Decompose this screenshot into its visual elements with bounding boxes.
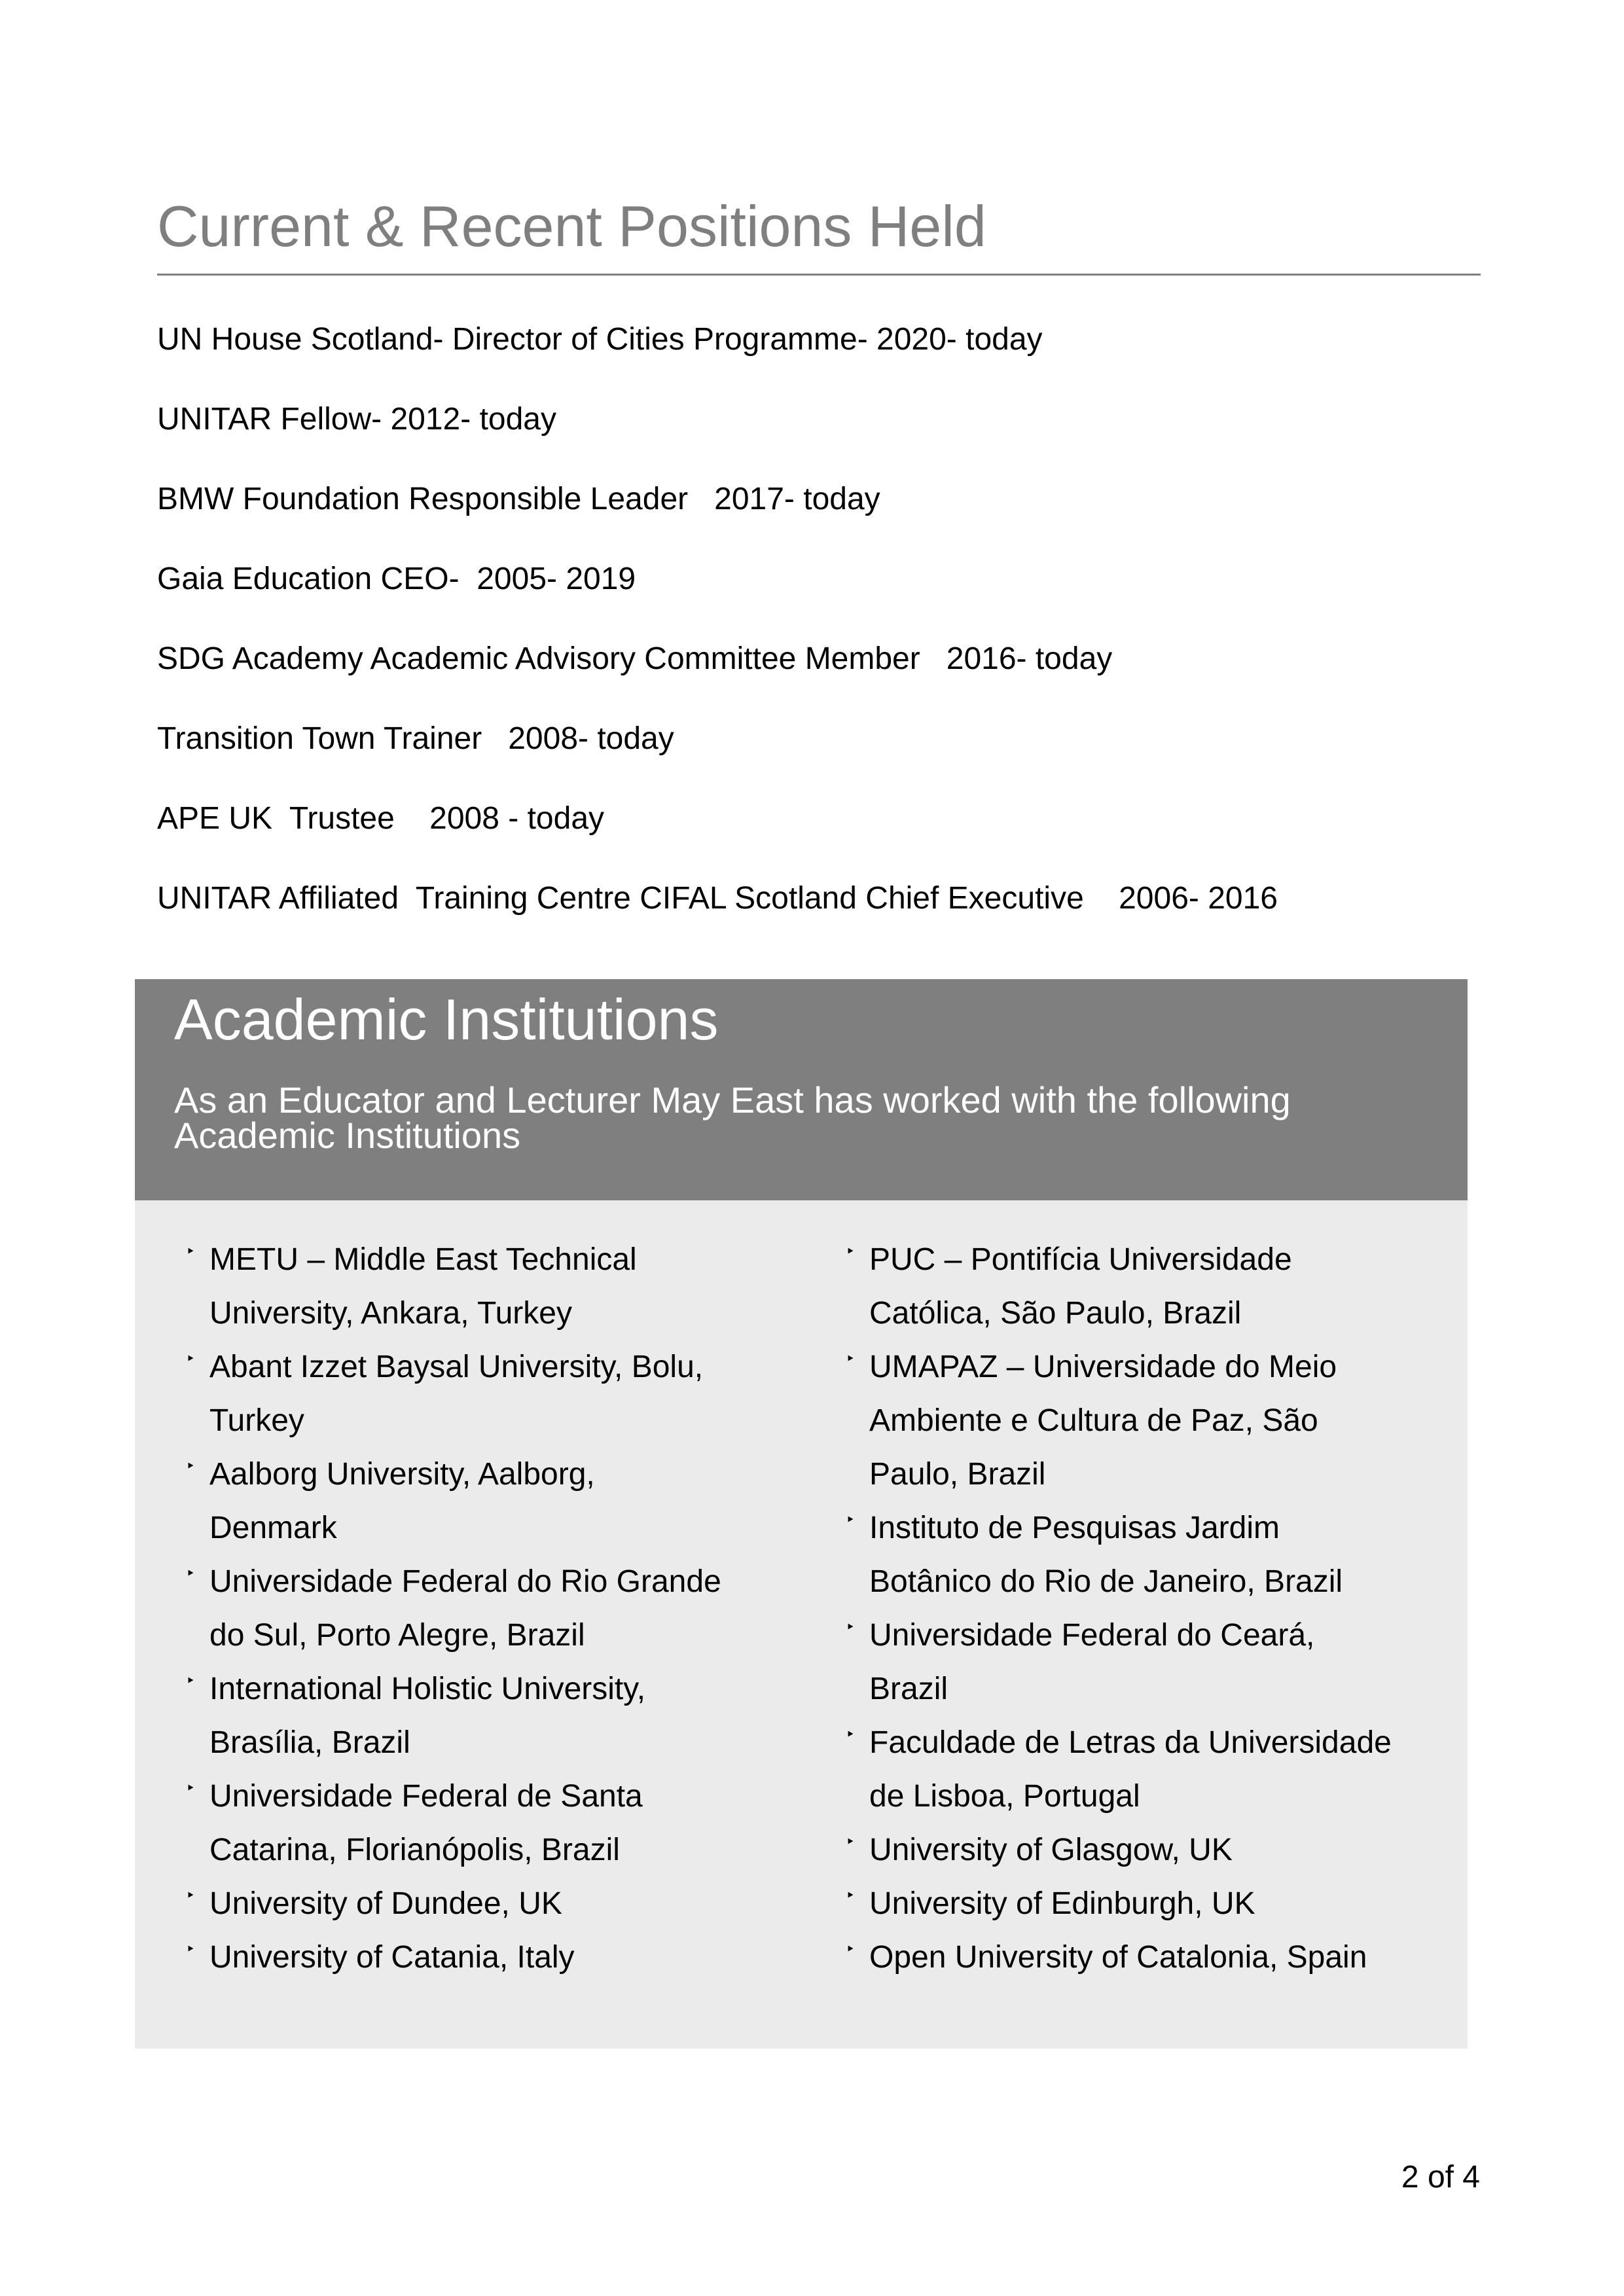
position-item: UNITAR Fellow- 2012- today bbox=[157, 402, 556, 437]
institution-list-item bbox=[181, 1340, 803, 1448]
position-item: Gaia Education CEO- 2005- 2019 bbox=[157, 562, 636, 596]
institution-name: University of Glasgow, UK bbox=[869, 1833, 1233, 1867]
heading-divider bbox=[157, 274, 1481, 276]
institution-list-item bbox=[181, 1448, 803, 1555]
bullet-icon: ‣ bbox=[846, 1941, 856, 1958]
institution-list-item bbox=[840, 1931, 1443, 1984]
institution-name: University of Edinburgh, UK bbox=[869, 1886, 1255, 1921]
academic-institutions-panel bbox=[135, 1200, 1468, 2049]
bullet-icon: ‣ bbox=[186, 1243, 196, 1261]
academic-institutions-title: Academic Institutions bbox=[174, 987, 719, 1052]
institution-name: PUC – Pontifícia Universidade Católica, São Paulo, Brazil bbox=[869, 1242, 1292, 1331]
institution-list-item bbox=[181, 1877, 803, 1931]
bullet-icon: ‣ bbox=[846, 1833, 856, 1851]
institution-name: Faculdade de Letras da Universidade de Lisboa, Portugal bbox=[869, 1725, 1392, 1814]
bullet-icon: ‣ bbox=[186, 1941, 196, 1958]
institution-list-item bbox=[181, 1555, 803, 1662]
academic-institutions-header bbox=[135, 979, 1468, 1200]
institution-name: Instituto de Pesquisas Jardim Botânico do Rio de Janeiro, Brazil bbox=[869, 1511, 1343, 1599]
position-item: UNITAR Affiliated Training Centre CIFAL Scotland Chief Executive 2006- 2016 bbox=[157, 881, 1278, 916]
position-item: SDG Academy Academic Advisory Committee Member 2016- today bbox=[157, 641, 1113, 676]
position-item: UN House Scotland- Director of Cities Programme- 2020- today bbox=[157, 322, 1043, 357]
position-item: APE UK Trustee 2008 - today bbox=[157, 801, 605, 836]
position-item: BMW Foundation Responsible Leader 2017- today bbox=[157, 482, 880, 516]
institution-list-item bbox=[840, 1233, 1443, 1340]
institution-list-item bbox=[181, 1770, 803, 1877]
bullet-icon: ‣ bbox=[846, 1243, 856, 1261]
page-number: 2 of 4 bbox=[1401, 2160, 1480, 2195]
bullet-icon: ‣ bbox=[846, 1350, 856, 1368]
institution-name: Abant Izzet Baysal University, Bolu, Turkey bbox=[209, 1350, 704, 1438]
positions-list bbox=[157, 321, 1506, 960]
academic-institutions-subtitle: As an Educator and Lecturer May East has worked with the following Academic Institutions bbox=[174, 1079, 1291, 1156]
institution-name: International Holistic University, Brasília, Brazil bbox=[209, 1672, 646, 1760]
institution-name: UMAPAZ – Universidade do Meio Ambiente e Cultura de Paz, São Paulo, Brazil bbox=[869, 1350, 1337, 1492]
institution-name: METU – Middle East Technical University, Ankara, Turkey bbox=[209, 1242, 637, 1331]
institution-name: Aalborg University, Aalborg, Denmark bbox=[209, 1457, 595, 1545]
institution-list-item bbox=[840, 1501, 1443, 1609]
institution-name: Universidade Federal de Santa Catarina, Florianópolis, Brazil bbox=[209, 1779, 643, 1867]
institution-list-item bbox=[840, 1340, 1443, 1501]
institution-name: University of Catania, Italy bbox=[209, 1940, 575, 1975]
institutions-right-column bbox=[840, 1233, 1443, 1984]
institution-list-item bbox=[181, 1662, 803, 1770]
bullet-icon: ‣ bbox=[186, 1565, 196, 1583]
institution-name: University of Dundee, UK bbox=[209, 1886, 562, 1921]
institution-list-item bbox=[181, 1931, 803, 1984]
institution-list-item bbox=[840, 1823, 1443, 1877]
institution-list-item bbox=[840, 1877, 1443, 1931]
institution-list-item bbox=[181, 1233, 803, 1340]
bullet-icon: ‣ bbox=[186, 1887, 196, 1905]
institution-list-item bbox=[840, 1716, 1443, 1823]
bullet-icon: ‣ bbox=[846, 1511, 856, 1529]
institutions-left-column bbox=[181, 1233, 803, 1984]
bullet-icon: ‣ bbox=[186, 1672, 196, 1690]
institution-name: Open University of Catalonia, Spain bbox=[869, 1940, 1367, 1975]
institution-list-item bbox=[840, 1609, 1443, 1716]
bullet-icon: ‣ bbox=[846, 1726, 856, 1744]
bullet-icon: ‣ bbox=[186, 1780, 196, 1797]
bullet-icon: ‣ bbox=[846, 1887, 856, 1905]
bullet-icon: ‣ bbox=[186, 1458, 196, 1475]
position-item: Transition Town Trainer 2008- today bbox=[157, 721, 674, 756]
page-title: Current & Recent Positions Held bbox=[157, 194, 986, 259]
bullet-icon: ‣ bbox=[186, 1350, 196, 1368]
institution-name: Universidade Federal do Ceará, Brazil bbox=[869, 1618, 1315, 1706]
bullet-icon: ‣ bbox=[846, 1619, 856, 1636]
institution-name: Universidade Federal do Rio Grande do Sul, Porto Alegre, Brazil bbox=[209, 1564, 721, 1653]
